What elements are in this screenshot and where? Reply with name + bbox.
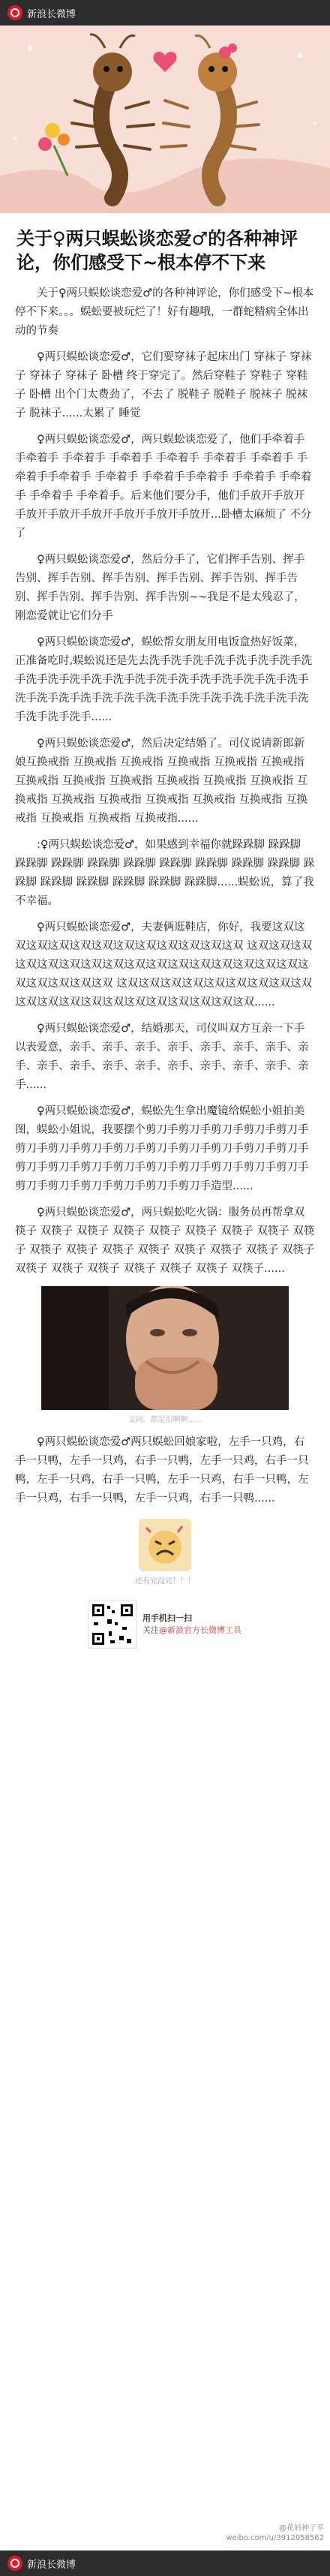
qr-follow-link[interactable]: @新浪官方长微博工具 (159, 1625, 242, 1635)
crying-man-photo (41, 1286, 289, 1410)
article-paragraph: ♀两只蜈蚣谈恋爱♂，然后分手了，它们挥手告别、挥手告别、挥手告别、挥手告别、挥手告别、挥手告别、挥手告别、挥手告别、挥手告别、挥手告别~~我是不是太残忍了，刚恋爱就让它们分手 (15, 553, 305, 622)
watermark (226, 2523, 324, 2543)
article-paragraph: ♀两只蜈蚣谈恋爱♂，它们要穿袜子起床出门 穿袜子 穿袜子 穿袜子 穿袜子 卧槽 终于穿完了。然后穿鞋子 穿鞋子 穿鞋子 卧槽 出个门太费劲了，不去了 脱鞋子 脱鞋子 脱袜子 脱袜子 脱袜子......太累了 睡觉 (15, 350, 312, 419)
hero-illustration (0, 26, 330, 213)
qr-line2-prefix: 关注 (142, 1625, 159, 1635)
article-paragraph: ♀两只蜈蚣谈恋爱♂，结婚那天，司仪叫双方互亲一下手以表爱意，亲手、亲手、亲手、亲手、亲手、亲手、亲手、亲手、亲手、亲手、亲手、亲手、亲手、亲手、亲手、亲手、亲手...... (15, 1022, 309, 1091)
weibo-logo-icon (8, 5, 22, 20)
article-paragraph: ♀两只蜈蚣谈恋爱♂，然后决定结婚了。司仪说请新郎新娘互换戒指 互换戒指 互换戒指 互换戒指 互换戒指 互换戒指 互换戒指 互换戒指 互换戒指 互换戒指 互换戒指 互换戒指 互换戒指 互换戒指 互换戒指 互换戒指 互换戒指 互换戒指 互换戒指 互换戒指 互换戒指 互换戒指...... (15, 737, 308, 825)
top-bar (0, 0, 330, 26)
qr-line1: 用手机扫一扫 (142, 1613, 192, 1623)
article-paragraph: ♀两只蜈蚣谈恋爱♂，两只蜈蚣吃火锅：服务员再帮拿双筷子 双筷子 双筷子 双筷子 双筷子 双筷子 双筷子 双筷子 双筷子 双筷子 双筷子 双筷子 双筷子 双筷子 双筷子 双筷子 双筷子 双筷子 双筷子 双筷子 双筷子 双筷子 双筷子 双筷子...... (15, 1206, 315, 1275)
article-paragraph: ♀两只蜈蚣谈恋爱♂，蜈蚣先生拿出魔镜给蜈蚣小姐拍美图，蜈蚣小姐说，我要摆个剪刀手剪刀手剪刀手剪刀手剪刀手剪刀手剪刀手剪刀手剪刀手剪刀手剪刀手剪刀手剪刀手剪刀手剪刀手剪刀手剪刀手剪刀手剪刀手剪刀手剪刀手剪刀手剪刀手剪刀手剪刀手剪刀手剪刀手剪刀手剪刀手造型...... (15, 1105, 309, 1192)
photo-caption: 文同。都是泪啊啊...... (128, 1415, 202, 1424)
centipede-couple-illustration (0, 26, 330, 213)
watermark-user: @花妈神子苹 (279, 2524, 324, 2532)
weibo-logo-icon (8, 2556, 22, 2571)
end-text: 还有完没完！！！ (135, 1577, 195, 1586)
brand-title: 新浪长微博 (27, 8, 76, 20)
article-title: 关于♀两只蜈蚣谈恋爱♂的各种神评论，你们感受下~根本停不下来 (16, 228, 298, 274)
qr-code[interactable] (88, 1601, 136, 1649)
article-paragraph: :♀两只蜈蚣谈恋爱♂，如果感到幸福你就跺跺脚 跺跺脚 跺跺脚 跺跺脚 跺跺脚 跺跺脚 跺跺脚 跺跺脚 跺跺脚 跺跺脚 跺跺脚 跺跺脚 跺跺脚 跺跺脚 跺跺脚 跺跺脚......蜈蚣说，算了我不幸福。 (15, 838, 315, 907)
article-body (0, 284, 330, 1649)
article-paragraph: ♀两只蜈蚣谈恋爱♂，夫妻俩逛鞋店，你好，我要这双这双这双这双这双这双这双这双这双这双这双这双 这双这双这双这双这双这双这双这双这双这双这双这双这双这双这双这双这双这双这双这双这双 这双这双这双这双这双这双这双这双这双这双这双这双这双这双这双这双这双这双这双这双...... (15, 921, 313, 1008)
watermark-url: weibo.com/u/3912058562 (226, 2534, 324, 2542)
qr-text (142, 1613, 242, 1637)
article-paragraph: ♀两只蜈蚣谈恋爱♂两只蜈蚣回娘家啦，左手一只鸡，右手一只鸭，左手一只鸡，右手一只鸭，左手一只鸡，右手一只鸭，左手一只鸡，右手一只鸭，左手一只鸡，右手一只鸭，左手一只鸡，右手一只鸭，左手一只鸡，右手一只鸭...... (15, 1435, 309, 1504)
cartoon-emoji-illustration (139, 1519, 191, 1571)
article-paragraph: 关于♀两只蜈蚣谈恋爱♂的各种神评论，你们感受下~根本停不下来。。。蜈蚣要被玩烂了！好有趣哦，一群蛇精病全体出动的节奏 (15, 287, 314, 337)
bottom-bar (0, 2550, 330, 2576)
footer-brand: 新浪长微博 (27, 2559, 76, 2571)
article-paragraph: ♀两只蜈蚣谈恋爱♂，两只蜈蚣谈恋爱了，他们手牵着手 手牵着手 手牵着手 手牵着手 手牵着手 手牵着手 手牵着手 手牵着手手牵着手 手牵着手 手牵着手手牵着手 手牵着手 手牵着手 手牵着手 手牵着手。后来他们要分手，他们手放开手放开手放开手放开手放开手放开手放开手放开...卧槽太麻烦了 不分了 (15, 433, 312, 540)
article-paragraph: ♀两只蜈蚣谈恋爱♂，蜈蚣帮女朋友用电饭盒热好饭菜，正准备吃时,蜈蚣说还是先去洗手洗手洗手洗手洗手洗手洗手洗手洗手洗手洗手洗手洗手洗手洗手洗手洗手洗手洗手洗手洗手洗手洗手洗手洗手洗手洗手洗手洗手洗手洗手洗手洗手洗手洗手洗手洗手洗手...... (15, 636, 313, 723)
qr-section (15, 1601, 315, 1649)
